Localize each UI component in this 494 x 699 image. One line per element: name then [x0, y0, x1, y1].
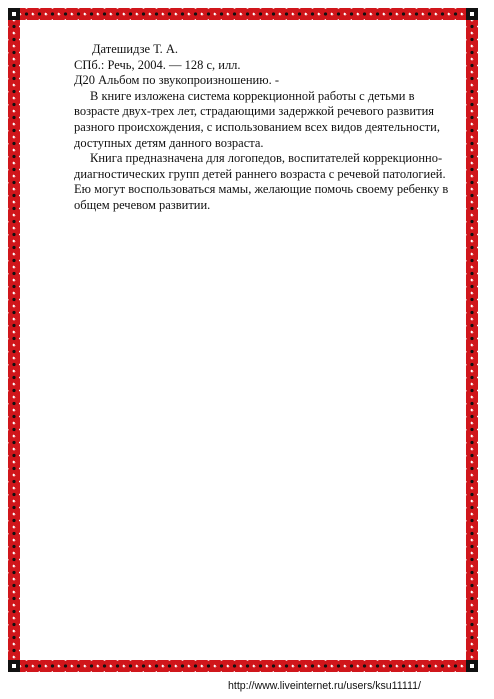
annotation-paragraph-2: Книга предназначена для логопедов, воспитателей коррекционно-диагностических групп детей раннего возраста с речевой патологией. Ею могут воспользоваться мамы, желающие помочь своему ребенку в общем речевом развитии.: [74, 151, 449, 212]
annotation-paragraph-1: В книге изложена система коррекционной работы с детьми в возрасте двух-трех лет, страдающими задержкой речевого развития разного происхождения, с использованием всех видов деятельности, доступных детям данного возраста.: [74, 88, 440, 150]
ornament-border-bottom: [20, 660, 466, 672]
ornament-border-left: [8, 20, 20, 660]
ornament-corner-icon: [466, 660, 478, 672]
ornament-corner-icon: [8, 8, 20, 20]
ornament-corner-icon: [8, 660, 20, 672]
ornament-border-right: [466, 20, 478, 660]
publication-info: СПб.: Речь, 2004. — 128 с, илл.: [74, 57, 241, 72]
book-author: Датешидзе Т. А.: [92, 42, 178, 56]
book-annotation: [74, 42, 460, 214]
footer-url: http://www.liveinternet.ru/users/ksu11111/: [228, 680, 421, 692]
book-title: Д20 Альбом по звукопроизношению. -: [74, 73, 279, 88]
ornament-corner-icon: [466, 8, 478, 20]
ornament-border-top: [20, 8, 466, 20]
